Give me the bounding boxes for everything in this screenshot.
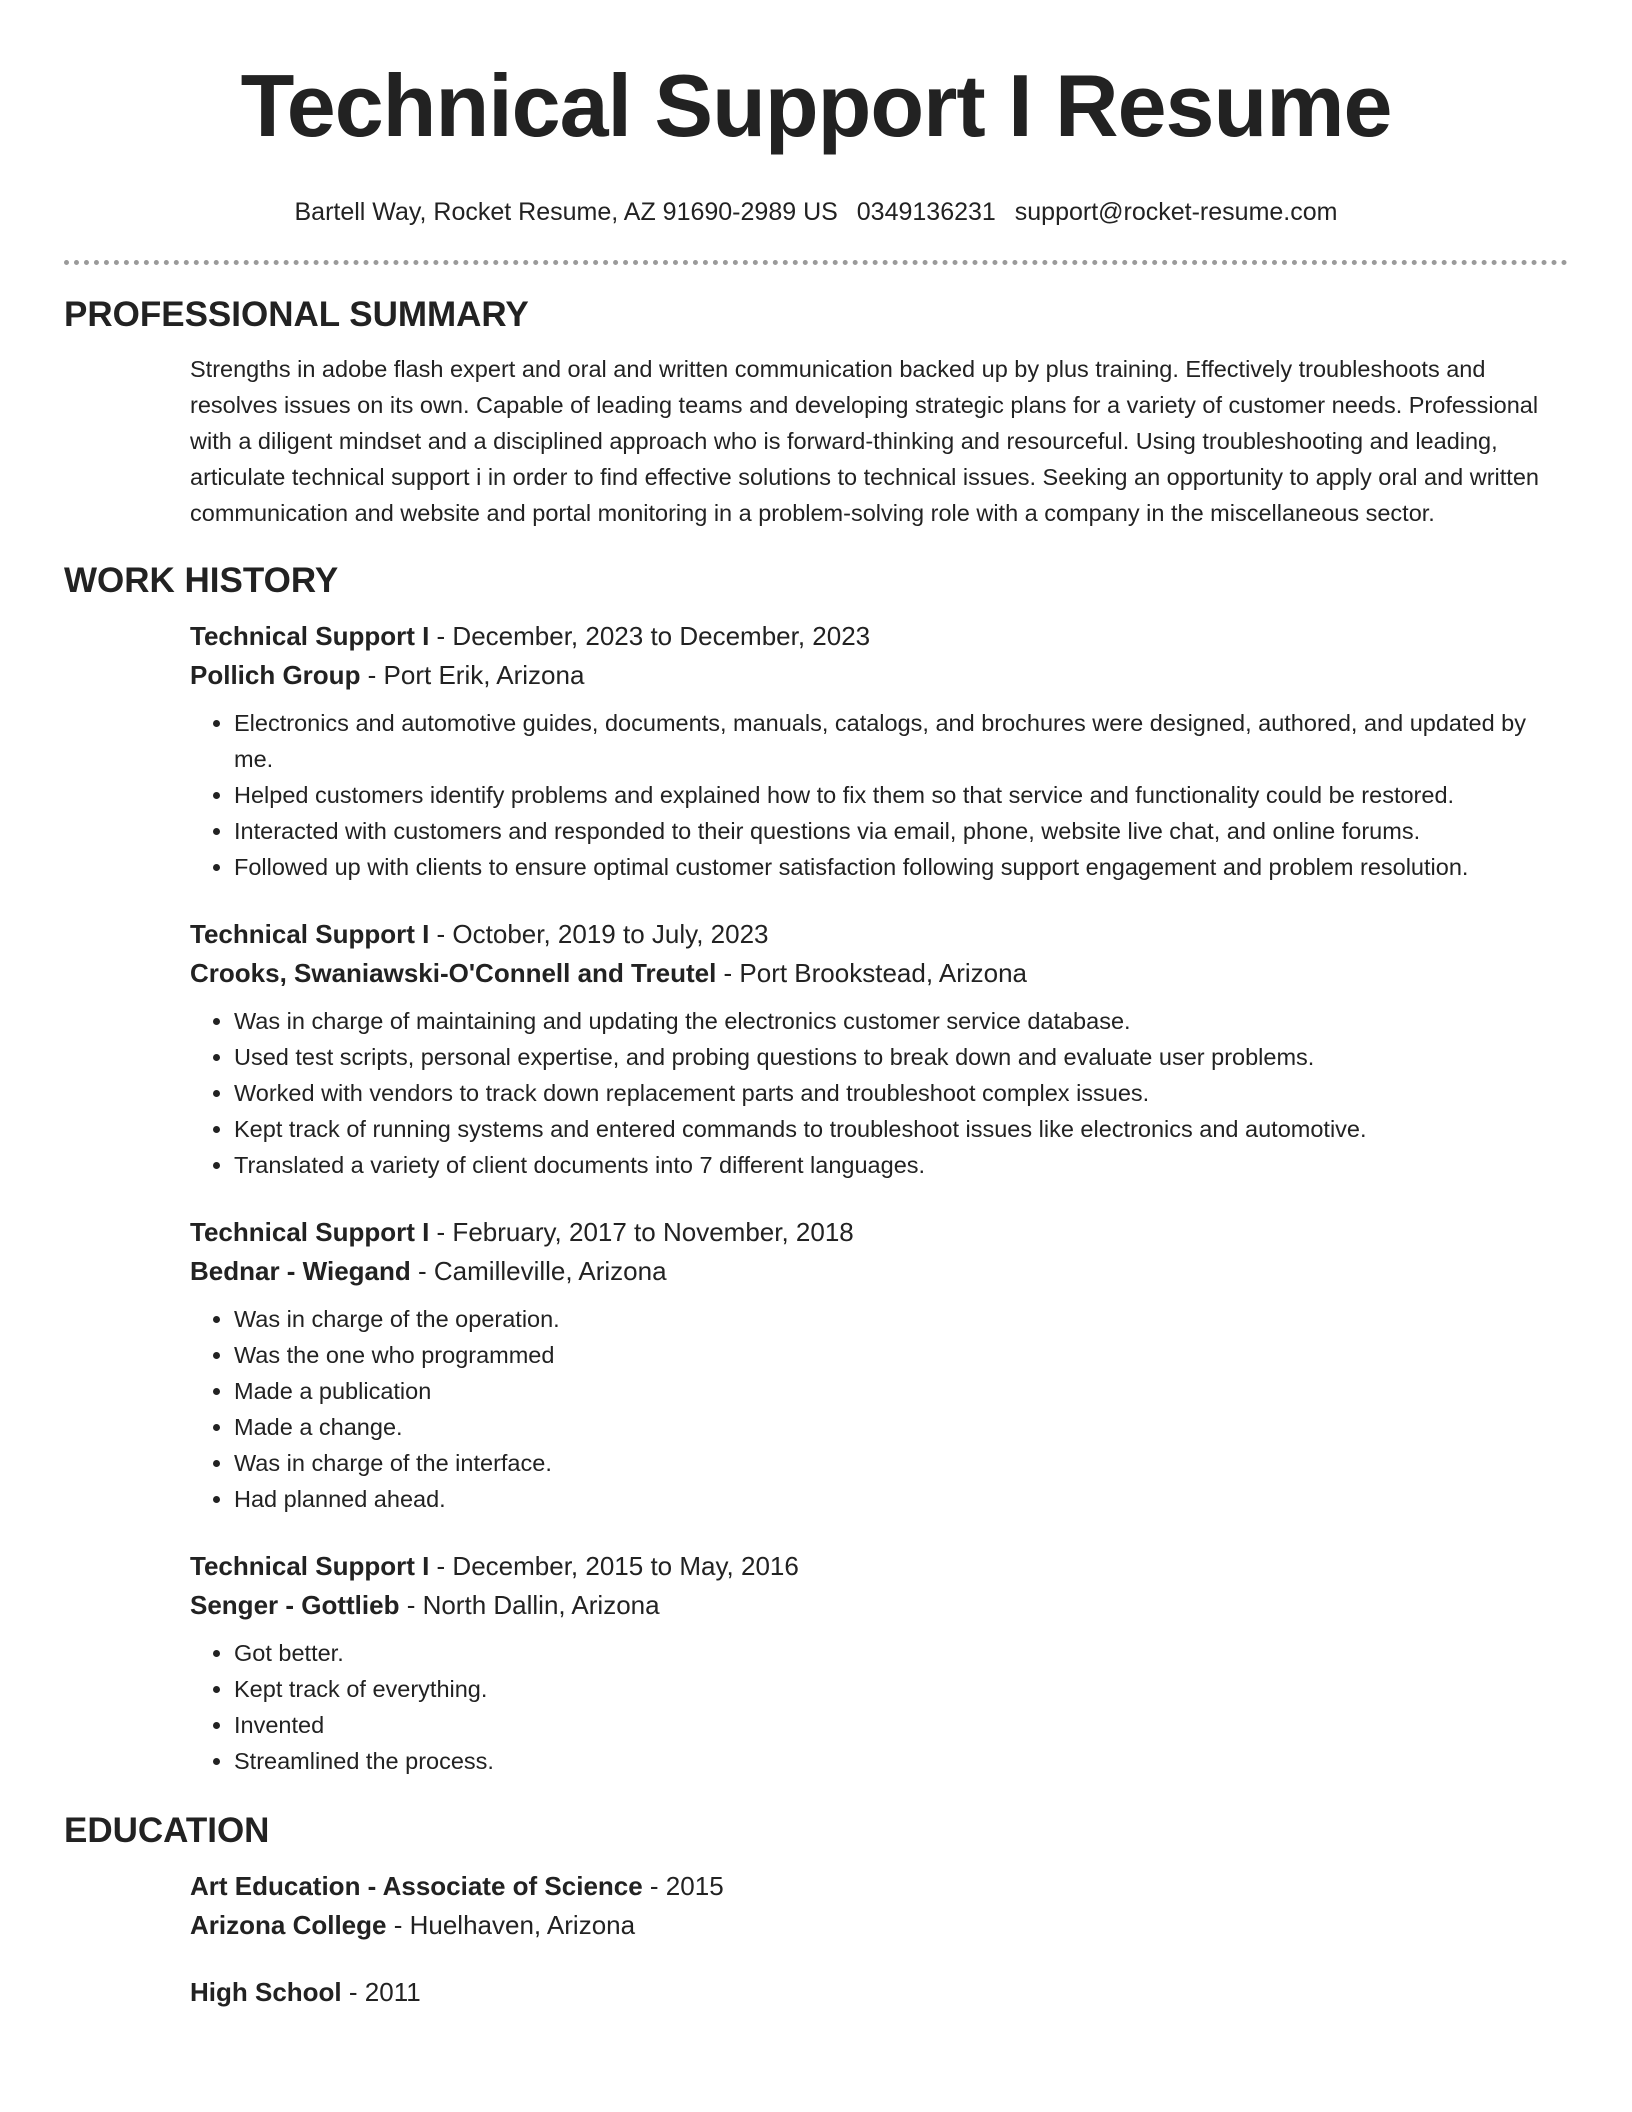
job-title-line bbox=[190, 915, 1568, 954]
summary-text: Strengths in adobe flash expert and oral and written communication backed up by plus training. Effectively troubleshoots and resolves issues on its own. Capable of leading teams and developing strategic plans for a variety of customer needs. Professional with a diligent mindset and a disciplined approach who is forward-thinking and resourceful. Using troubleshooting and leading, articulate technical support i in order to find effective solutions to technical issues. Seeking an opportunity to apply oral and written communication and website and portal monitoring in a problem-solving role with a company in the miscellaneous sector. bbox=[190, 356, 1539, 526]
job-bullet: • Invented bbox=[234, 1707, 1568, 1743]
job-bullets bbox=[190, 705, 1568, 885]
job-bullet: • Had planned ahead. bbox=[234, 1481, 1568, 1517]
job-company: Senger - Gottlieb bbox=[190, 1590, 400, 1620]
job-bullet: • Used test scripts, personal expertise, and probing questions to break down and evaluate user problems. bbox=[234, 1039, 1568, 1075]
job-title: Technical Support I bbox=[190, 1551, 430, 1581]
job-location: - North Dallin, Arizona bbox=[399, 1590, 660, 1620]
job-bullet: • Made a publication bbox=[234, 1373, 1568, 1409]
job-bullet: • Translated a variety of client documents into 7 different languages. bbox=[234, 1147, 1568, 1183]
job-company-line bbox=[190, 1586, 1568, 1625]
job-title-line bbox=[190, 617, 1568, 656]
job-company: Pollich Group bbox=[190, 660, 361, 690]
job-company-line bbox=[190, 954, 1568, 993]
work-history-heading: WORK HISTORY bbox=[64, 561, 339, 600]
job-bullet: • Electronics and automotive guides, documents, manuals, catalogs, and brochures were designed, authored, and updated by me. bbox=[234, 705, 1568, 777]
job-company-line bbox=[190, 1252, 1568, 1291]
job-location: - Port Brookstead, Arizona bbox=[716, 958, 1028, 988]
job-bullet: • Interacted with customers and responded to their questions via email, phone, website live chat, and online forums. bbox=[234, 813, 1568, 849]
job-title-line bbox=[190, 1547, 1568, 1586]
education-year: - 2011 bbox=[341, 1977, 421, 2007]
job-bullet: • Kept track of everything. bbox=[234, 1671, 1568, 1707]
work-history-body bbox=[190, 617, 1568, 1779]
education-heading: EDUCATION bbox=[64, 1811, 270, 1850]
job-bullet: • Helped customers identify problems and explained how to fix them so that service and functionality could be restored. bbox=[234, 777, 1568, 813]
summary-heading: PROFESSIONAL SUMMARY bbox=[64, 295, 529, 334]
job-location: - Port Erik, Arizona bbox=[360, 660, 585, 690]
education-year: - 2015 bbox=[642, 1871, 724, 1901]
job-bullets bbox=[190, 1301, 1568, 1517]
resume-title: Technical Support I Resume bbox=[240, 56, 1392, 155]
education-degree: High School bbox=[190, 1977, 342, 2007]
education-entry bbox=[190, 1973, 1568, 2012]
education-degree: Art Education - Associate of Science bbox=[190, 1871, 643, 1901]
education-entry bbox=[190, 1867, 1568, 1945]
education-school-line bbox=[190, 1906, 1568, 1945]
contact-line bbox=[64, 196, 1568, 228]
job-location: - Camilleville, Arizona bbox=[410, 1256, 667, 1286]
work-history-section bbox=[64, 559, 1568, 1779]
contact-email: support@rocket-resume.com bbox=[1014, 198, 1338, 226]
contact-phone: 0349136231 bbox=[856, 198, 996, 226]
summary-body bbox=[190, 351, 1568, 531]
education-degree-line bbox=[190, 1973, 1568, 2012]
job-entry bbox=[190, 1213, 1568, 1517]
job-company-line bbox=[190, 656, 1568, 695]
job-dates: - October, 2019 to July, 2023 bbox=[429, 919, 769, 949]
job-dates: - December, 2015 to May, 2016 bbox=[429, 1551, 799, 1581]
job-entry bbox=[190, 915, 1568, 1183]
job-bullet: • Was in charge of the operation. bbox=[234, 1301, 1568, 1337]
job-bullet: • Was in charge of the interface. bbox=[234, 1445, 1568, 1481]
job-bullet: • Streamlined the process. bbox=[234, 1743, 1568, 1779]
job-bullet: • Was in charge of maintaining and updating the electronics customer service database. bbox=[234, 1003, 1568, 1039]
education-body bbox=[190, 1867, 1568, 2012]
job-bullet: • Followed up with clients to ensure optimal customer satisfaction following support engagement and problem resolution. bbox=[234, 849, 1568, 885]
resume-header bbox=[64, 0, 1568, 228]
job-bullet: • Got better. bbox=[234, 1635, 1568, 1671]
job-bullets bbox=[190, 1635, 1568, 1779]
header-divider bbox=[64, 260, 1568, 265]
job-bullet: • Worked with vendors to track down replacement parts and troubleshoot complex issues. bbox=[234, 1075, 1568, 1111]
job-bullet: • Kept track of running systems and entered commands to troubleshoot issues like electronics and automotive. bbox=[234, 1111, 1568, 1147]
job-entry bbox=[190, 617, 1568, 885]
job-company: Crooks, Swaniawski-O'Connell and Treutel bbox=[190, 958, 717, 988]
job-bullet: • Was the one who programmed bbox=[234, 1337, 1568, 1373]
education-location: - Huelhaven, Arizona bbox=[386, 1910, 636, 1940]
job-entry bbox=[190, 1547, 1568, 1779]
job-title: Technical Support I bbox=[190, 621, 430, 651]
contact-address: Bartell Way, Rocket Resume, AZ 91690-2989 US bbox=[294, 198, 838, 226]
job-title: Technical Support I bbox=[190, 1217, 430, 1247]
job-bullets bbox=[190, 1003, 1568, 1183]
education-section bbox=[64, 1809, 1568, 2012]
job-company: Bednar - Wiegand bbox=[190, 1256, 411, 1286]
job-dates: - December, 2023 to December, 2023 bbox=[429, 621, 871, 651]
summary-section bbox=[64, 293, 1568, 531]
education-school: Arizona College bbox=[190, 1910, 387, 1940]
job-dates: - February, 2017 to November, 2018 bbox=[429, 1217, 854, 1247]
job-bullet: • Made a change. bbox=[234, 1409, 1568, 1445]
education-degree-line bbox=[190, 1867, 1568, 1906]
job-title-line bbox=[190, 1213, 1568, 1252]
job-title: Technical Support I bbox=[190, 919, 430, 949]
